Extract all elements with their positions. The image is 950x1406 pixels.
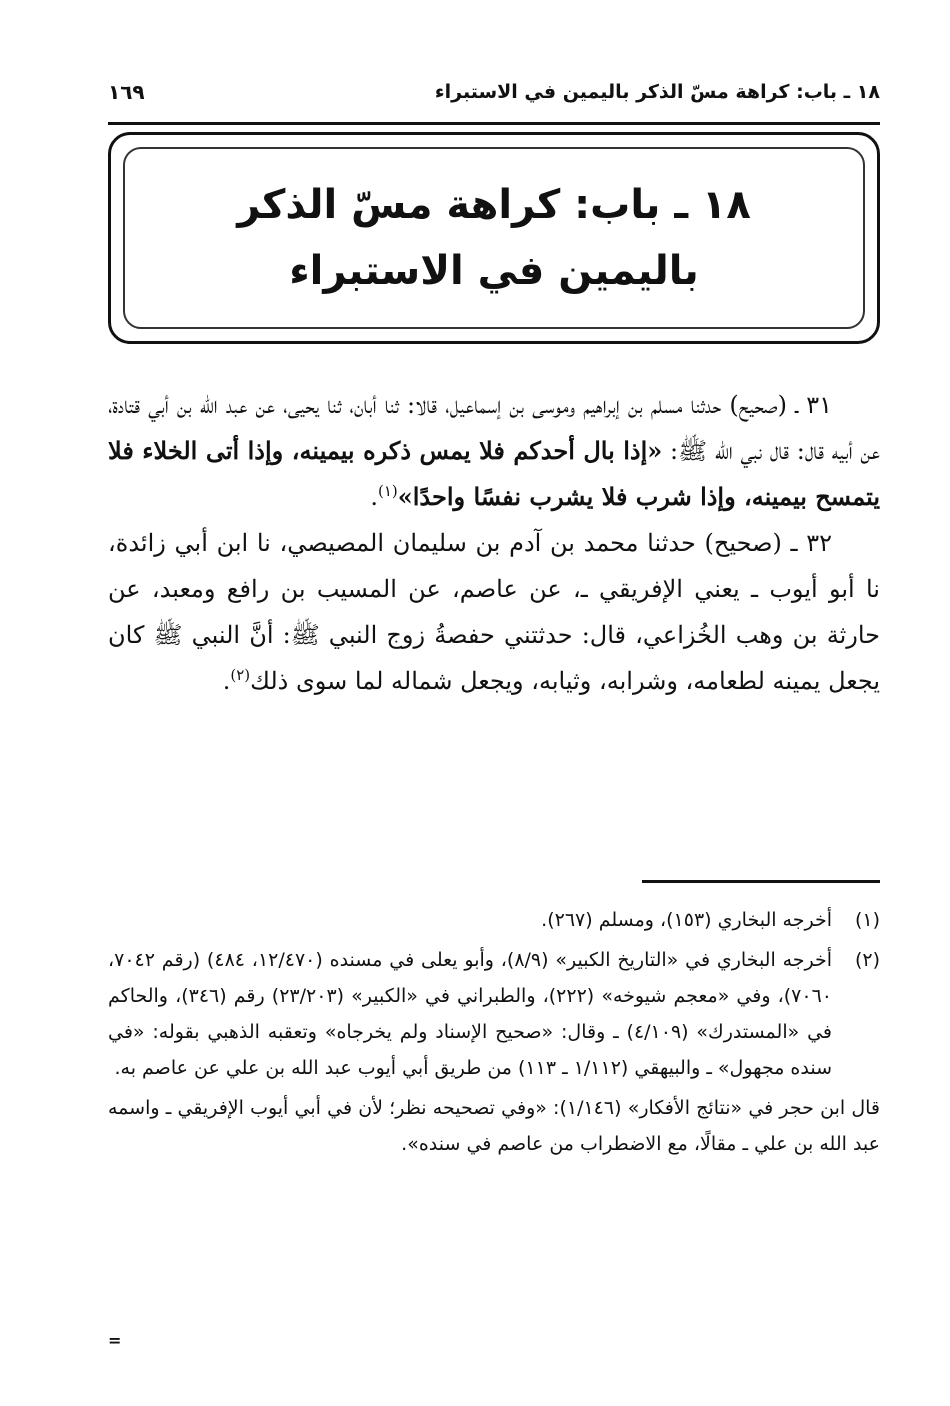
footnote-ref-2[interactable]: (٢) bbox=[230, 666, 251, 684]
continuation-mark: = bbox=[108, 1331, 122, 1350]
footnote-number: (٢) bbox=[854, 949, 880, 971]
footnote-number: (١) bbox=[854, 909, 880, 931]
footnote-separator bbox=[642, 880, 880, 883]
chapter-title-inner-frame bbox=[123, 147, 865, 329]
hadith-32-end: . bbox=[222, 667, 231, 695]
hadith-31 bbox=[108, 382, 880, 520]
chapter-title-line-2: باليمين في الاستبراء bbox=[289, 248, 699, 294]
header-divider bbox=[108, 122, 880, 125]
footnote-2 bbox=[108, 942, 880, 1086]
chapter-title-frame bbox=[108, 132, 880, 344]
book-page bbox=[108, 60, 880, 1380]
hadith-31-matn: «إذا بال أحدكم فلا يمس ذكره بيمينه، وإذا أتى الخلاء فلا يتمسح بيمينه، وإذا شرب فلا يشرب نفسًا واحدًا» bbox=[108, 436, 880, 511]
running-header bbox=[108, 72, 880, 112]
hadith-32-text: ٣٢ ـ (صحيح) حدثنا محمد بن آدم بن سليمان المصيصي، نا ابن أبي زائدة، نا أبو أيوب ـ يعني الإفريقي ـ، عن عاصم، عن المسيب بن رافع ومعبد، عن حارثة بن وهب الخُزاعي، قال: حدثتني حفصةُ زوج النبي ﷺ: أنَّ النبي ﷺ كان يجعل يمينه لطعامه، وشرابه، وثيابه، ويجعل شماله لما سوى ذلك bbox=[108, 529, 881, 695]
header-chapter-title: ١٨ ـ باب: كراهة مسّ الذكر باليمين في الاستبراء bbox=[434, 81, 880, 103]
chapter-title-line-1: ١٨ ـ باب: كراهة مسّ الذكر bbox=[237, 182, 751, 228]
hadith-31-isnad: ٣١ ـ (صحيح) حدثنا مسلم بن إبراهيم وموسى بن إسماعيل، قالا: ثنا أبان، ثنا يحيى، عن عبد الله بن أبي قتادة، عن أبيه قال: قال نبي الله ﷺ: bbox=[108, 391, 880, 465]
footnote-text: أخرجه البخاري في «التاريخ الكبير» (٨/٩)، وأبو يعلى في مسنده (١٢/٤٧٠، ٤٨٤) (رقم ٧٠٤٢، ٧٠٦٠)، وفي «معجم شيوخه» (٢٢٢)، والطبراني في «الكبير» (٢٣/٢٠٣) رقم (٣٤٦)، والحاكم في «المستدرك» (٤/١٠٩) ـ وقال: «صحيح الإسناد ولم يخرجاه» وتعقبه الذهبي بقوله: «في سنده مجهول» ـ والبيهقي (١/١١٢ ـ ١١٣) من طريق أبي أيوب عبد الله بن علي عن عاصم به. bbox=[108, 949, 833, 1079]
footnote-text: أخرجه البخاري (١٥٣)، ومسلم (٢٦٧). bbox=[541, 909, 832, 931]
hadith-31-end: . bbox=[370, 483, 378, 511]
footnotes bbox=[108, 902, 880, 1162]
footnote-2-note: قال ابن حجر في «نتائج الأفكار» (١/١٤٦): «وفي تصحيحه نظر؛ لأن في أبي أيوب الإفريقي ـ واسمه عبد الله بن علي ـ مقالًا، مع الاضطراب من عاصم في سنده». bbox=[108, 1097, 880, 1155]
hadith-32 bbox=[108, 520, 880, 704]
footnote-1 bbox=[108, 902, 880, 938]
main-text bbox=[108, 382, 880, 704]
page-number: ١٦٩ bbox=[108, 80, 145, 104]
footnote-ref-1[interactable]: (١) bbox=[377, 482, 398, 500]
